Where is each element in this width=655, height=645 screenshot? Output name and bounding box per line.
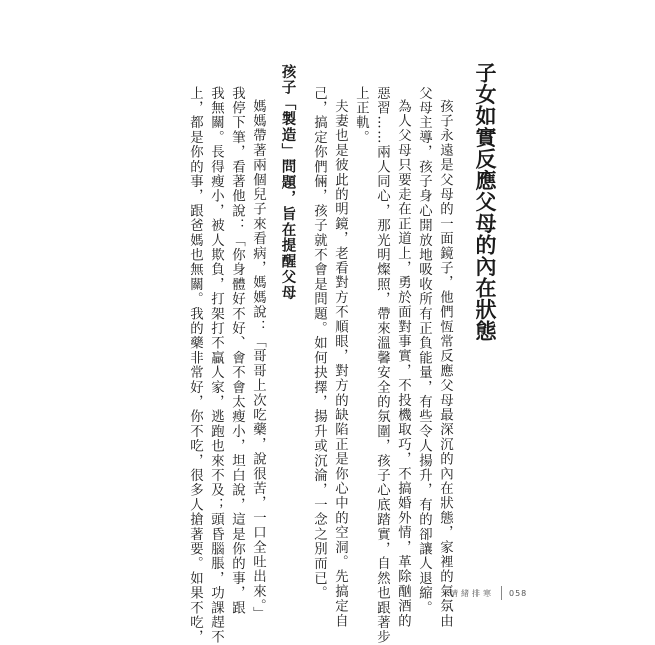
paragraph-line: 我停下筆，看著他說：「你身體好不好、會不會太瘦小，坦白說，這是你的事，跟	[229, 86, 245, 616]
section-subheading: 孩子「製造」問題，旨在提醒父母	[279, 64, 296, 301]
paragraph-line: 為人父母只要走在正道上，勇於面對事實，不投機取巧，不搞婚外情，革除酗酒的	[395, 99, 411, 629]
paragraph-line: 我無關。長得瘦小，被人欺負，打架打不贏人家，逃跑也來不及；頭昏腦脹，功課趕不	[208, 86, 224, 645]
page-title: 子女如實反應父母的內在狀態	[473, 62, 497, 342]
paragraph-line: 上，都是你的事，跟爸媽也無關。我的藥非常好，你不吃，很多人搶著要。如果不吃，	[187, 86, 203, 645]
paragraph-line: 媽媽帶著兩個兒子來看病，媽媽說：「哥哥上次吃藥，說很苦，一口全吐出來。」	[250, 99, 266, 622]
paragraph-line: 上正軌。	[353, 86, 369, 145]
paragraph-line: 孩子永遠是父母的一面鏡子，他們恆常反應父母最深沉的內在狀態，家裡的氣氛由	[437, 99, 453, 629]
running-book-title: 情緒排寒	[450, 588, 494, 598]
page-footer	[450, 586, 527, 600]
footer-divider	[501, 586, 502, 600]
paragraph-line: 己，搞定你們倆，孩子就不會是問題。如何抉擇，揚升或沉淪，一念之別而已。	[311, 86, 327, 601]
page-number: 058	[509, 588, 528, 598]
paragraph-line: 惡習……兩人同心，那光明燦照，帶來溫馨安全的氛圍，孩子心底踏實，自然也跟著步	[374, 86, 390, 645]
paragraph-line: 夫妻也是彼此的明鏡，老看對方不順眼，對方的缺陷正是你心中的空洞。先搞定自	[332, 99, 348, 629]
paragraph-line: 父母主導，孩子身心開放地吸收所有正負能量，有些令人揚升，有的卻讓人退縮。	[416, 86, 432, 616]
